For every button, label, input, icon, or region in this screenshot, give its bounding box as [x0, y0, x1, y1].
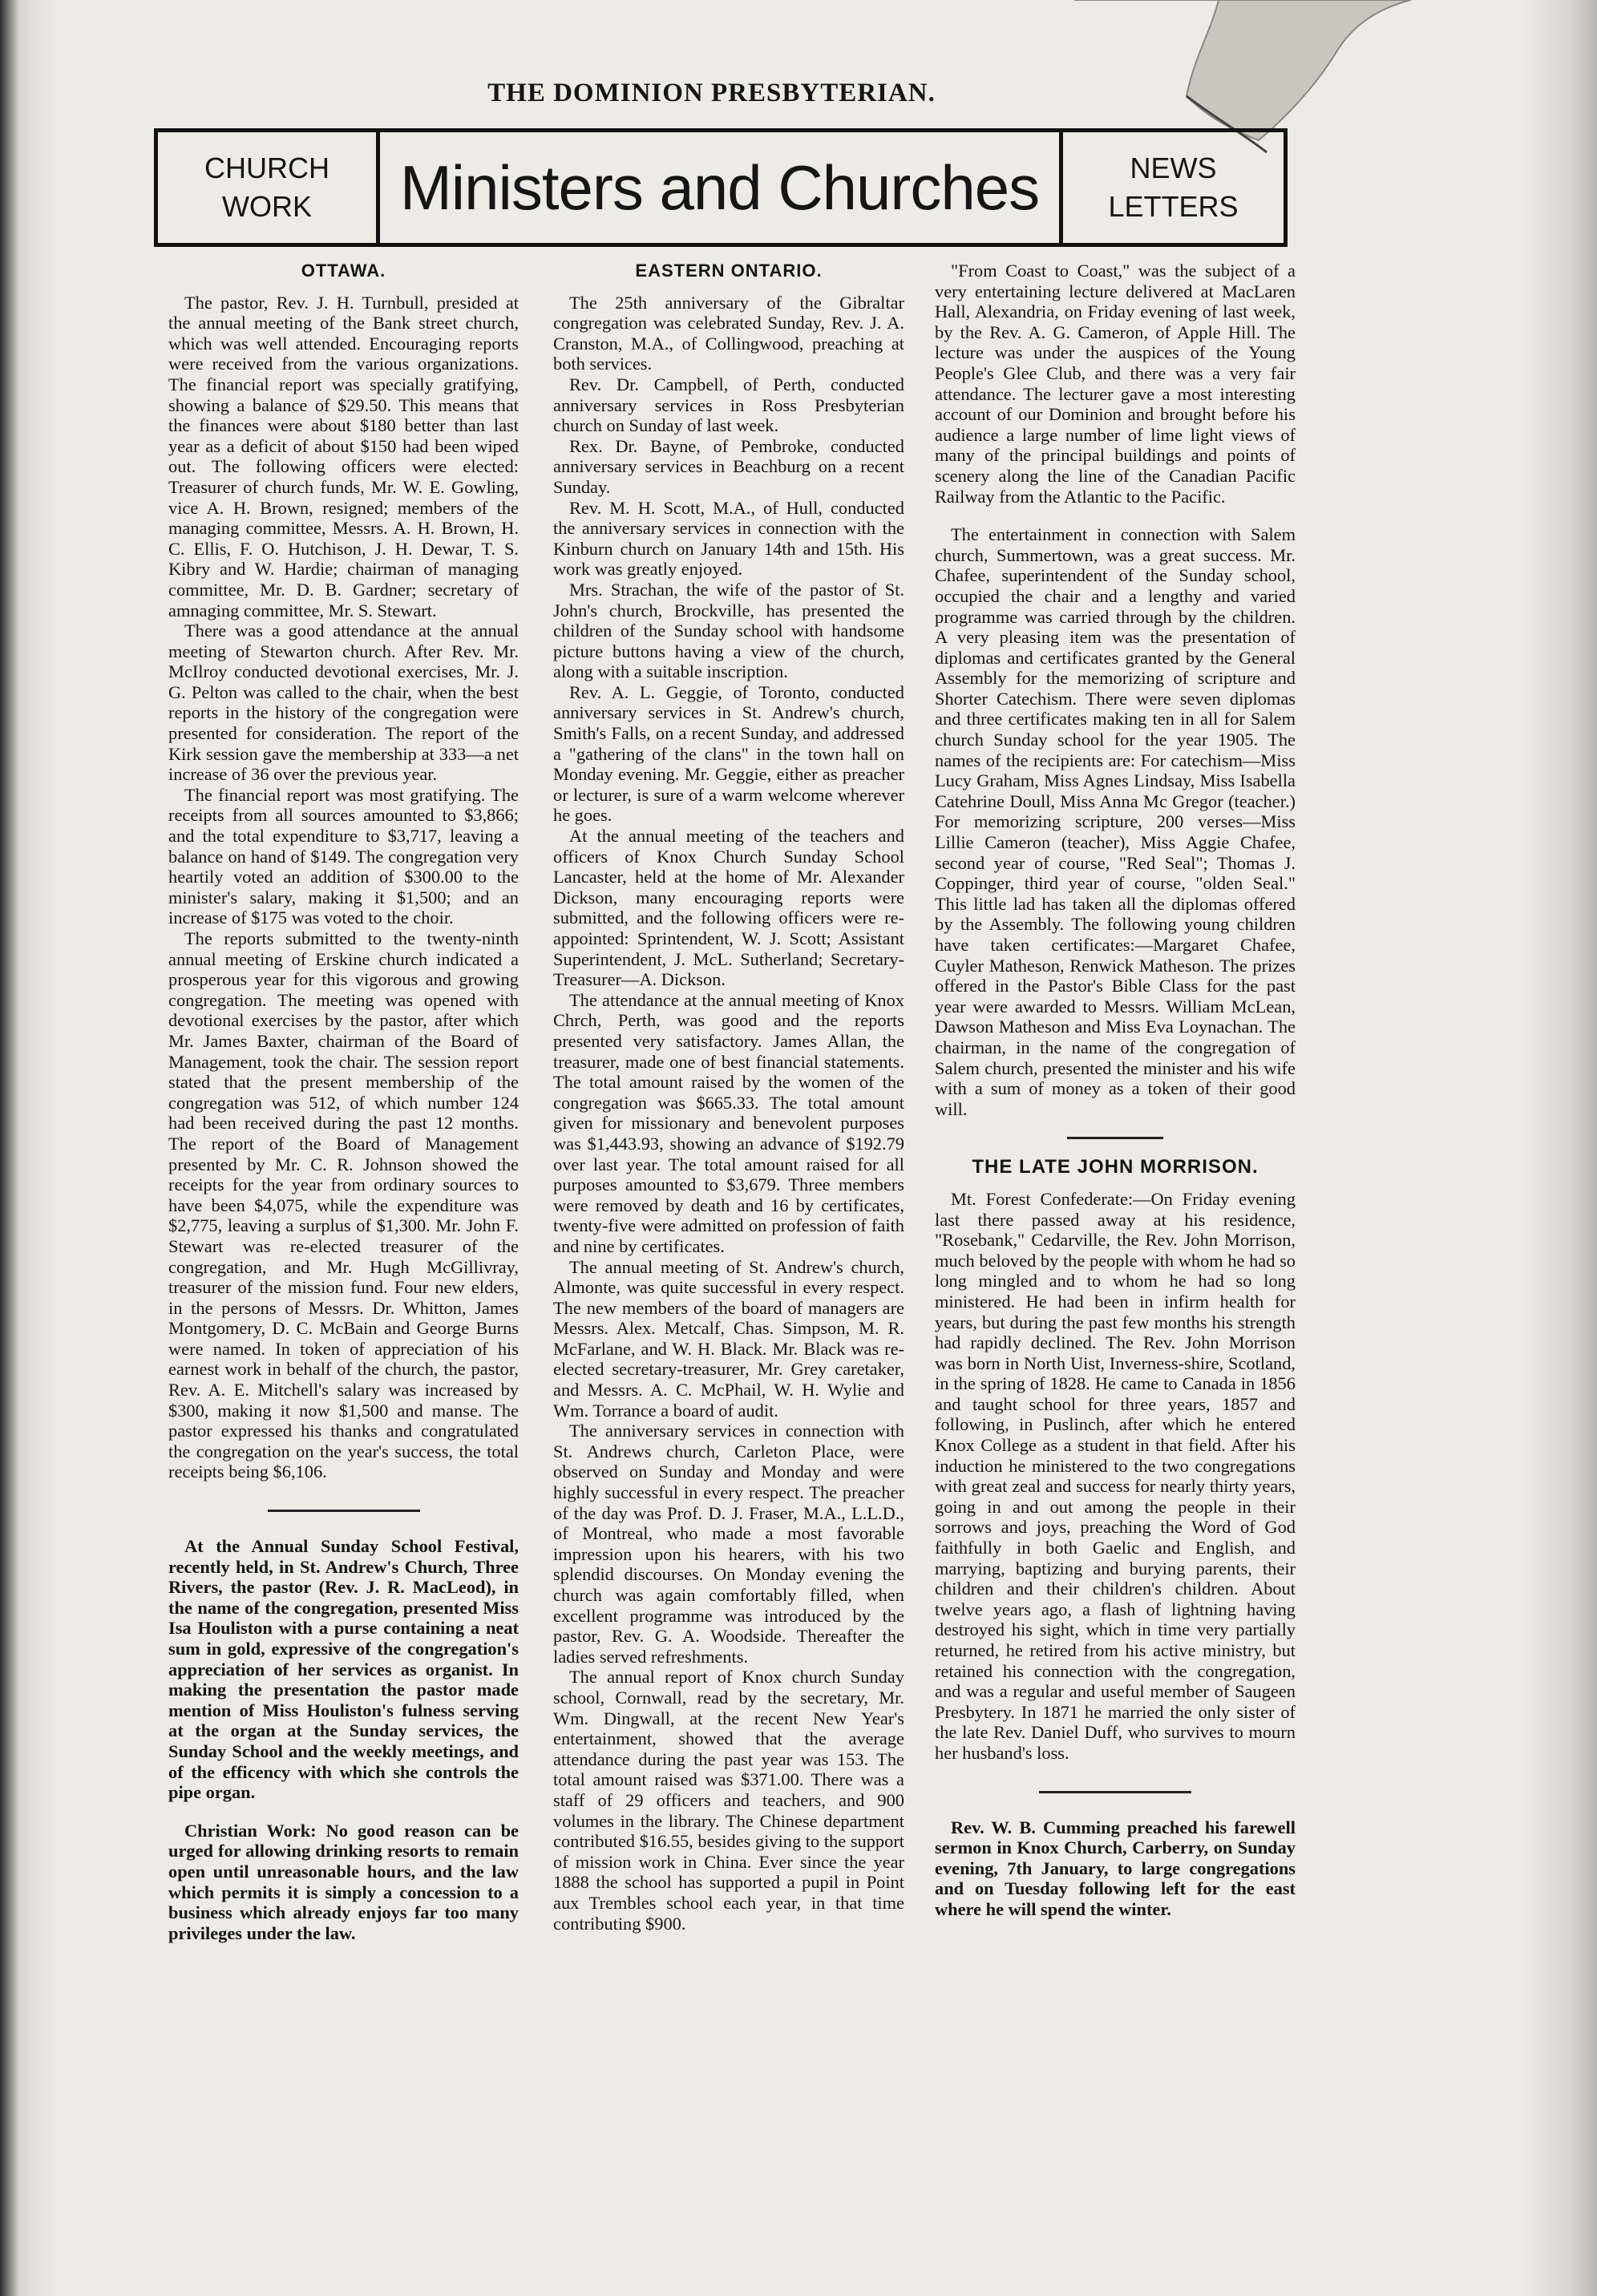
article-paragraph: Mt. Forest Confederate:—On Friday evening last there passed away at his residence, "Rosebank," Cedarville, the Rev. John Morrison, much beloved by the people with whom he had so long mingled and to whom he had so long ministered. He had been in infirm health for years, but during the past few months his strength had rapidly declined. The Rev. John Morrison was born in North Uist, Inverness-shire, Scotland, in the spring of 1828. He came to Canada in 1856 and taught school for three years, 1857 and following, in Puslinch, after which he entered Knox College as a student in that field. After his induction he ministered to the two congregations with great zeal and success for nearly thirty years, going in and out among the people in their sorrows and joys, preaching the Word of God faithfully in both Gaelic and English, and marrying, baptizing and burying parents, their children and their children's children. About twelve years ago, a flash of lightning having destroyed his sight, which in time very partially returned, he retired from his active ministry, but retained his connection with the congregation, and was a regular and useful member of Saugeen Presbytery. In 1871 he married the only sister of the late Rev. Daniel Duff, who survives to mourn her husband's loss. — [935, 1188, 1296, 1763]
banner-left-label: CHURCH WORK — [204, 152, 330, 223]
running-head: THE DOMINION PRESBYTERIAN. — [487, 79, 936, 107]
column-eastern-ontario — [553, 261, 904, 1934]
article-paragraph: Mrs. Strachan, the wife of the pastor of St. John's church, Brockville, has presented the children of the Sunday school with handsome picture buttons having a view of the church, along with a suitable inscription. — [553, 579, 904, 682]
article-paragraph: The reports submitted to the twenty-ninth annual meeting of Erskine church indicated a prosperous year for this vigorous and growing congregation. The meeting was opened with devotional exercises by the pastor, after which Mr. James Baxter, chairman of the Board of Management, took the chair. The session report stated that the present membership of the congregation was 512, of which number 124 had been received during the past 12 months. The report of the Board of Management presented by Mr. C. R. Johnson showed the receipts for the year from ordinary sources to have been $4,075, while the expenditure was $2,775, leaving a surplus of $1,300. Mr. John F. Stewart was re-elected treasurer of the congregation, and Mr. Hugh McGillivray, treasurer of the mission fund. Four new elders, in the persons of Messrs. Dr. Whitton, James Montgomery, D. C. McBain and George Burns were named. In token of appreciation of his earnest work in behalf of the church, the pastor, Rev. A. E. Mitchell's salary was increased by $300, making it now $1,500 and manse. The pastor expressed his thanks and congratulated the congregation on the year's success, the total receipts being $6,106. — [168, 928, 519, 1482]
column-heading: EASTERN ONTARIO. — [635, 261, 823, 281]
article-paragraph: The pastor, Rev. J. H. Turnbull, presided at the annual meeting of the Bank street church, which was well attended. Encouraging reports were received from the various organizations. The financial report was specially gratifying, showing a balance of $29.50. This means that the finances were about $180 better than last year as a deficit of about $150 had been wiped out. The following officers were elected: Treasurer of church funds, Mr. W. E. Gowling, vice A. H. Brown, resigned; members of the managing committee, Messrs. A. H. Brown, H. C. Ellis, F. O. Hutchison, J. H. Dewar, T. S. Kibry and W. Hardie; chairman of managing committee, Mr. D. B. Gardner; secretary of amnaging committee, Mr. S. Stewart. — [168, 292, 519, 620]
section-divider — [268, 1510, 420, 1512]
article-paragraph: The attendance at the annual meeting of Knox Chrch, Perth, was good and the reports presented very satisfactory. James Allan, the treasurer, made one of best financial statements. The total amount raised by the women of the congregation was $665.33. The total amount given for missionary and benevolent purposes was $1,443.93, showing an advance of $192.79 over last year. The total amount raised for all purposes amounted to $3,679. Three members were removed by death and 16 by certificates, twenty-five were admitted on profession of faith and nine by certificates. — [553, 989, 904, 1256]
article-paragraph: Rev. W. B. Cumming preached his farewell sermon in Knox Church, Carberry, on Sunday evening, 7th January, to large congregations and on Tuesday following left for the east where he will spend the winter. — [935, 1817, 1296, 1919]
article-paragraph: Christian Work: No good reason can be urged for allowing drinking resorts to remain open until unreasonable hours, and the law which permits it is simply a concession to a business which already enjoys far too many privileges under the law. — [168, 1820, 519, 1943]
article-paragraph: At the Annual Sunday School Festival, recently held, in St. Andrew's Church, Three Rivers, the pastor (Rev. J. R. MacLeod), in the name of the congregation, presented Miss Isa Houliston with a purse containing a neat sum in gold, expressive of the congregation's appreciation of her services as organist. In making the presentation the pastor made mention of Miss Houliston's fulness serving at the organ at the Sunday services, the Sunday School and the weekly meetings, and of the efficency with which she controls the pipe organ. — [168, 1536, 519, 1803]
article-paragraph: The 25th anniversary of the Gibraltar congregation was celebrated Sunday, Rev. J. A. Cranston, M.A., of Collingwood, preaching at both services. — [553, 292, 904, 374]
column-ottawa — [168, 261, 519, 1943]
column-news-letters — [935, 261, 1296, 1920]
banner-left-box — [158, 132, 380, 243]
article-paragraph: The annual meeting of St. Andrew's church, Almonte, was quite successful in every respect. The new members of the board of managers are Messrs. Alex. Metcalf, Chas. Simpson, M. R. McFarlane, and W. H. Black. Mr. Black was re-elected secretary-treasurer, Mr. Grey caretaker, and Messrs. A. C. McPhail, W. H. Wylie and Wm. Torrance a board of audit. — [553, 1256, 904, 1421]
article-paragraph: Rev. M. H. Scott, M.A., of Hull, conducted the anniversary services in connection with the Kinburn church on January 14th and 15th. His work was greatly enjoyed. — [553, 497, 904, 580]
column-heading: OTTAWA. — [301, 261, 386, 281]
article-paragraph: "From Coast to Coast," was the subject of a very entertaining lecture delivered at MacLaren Hall, Alexandria, on Friday evening of last week, by the Rev. A. G. Cameron, of Apple Hill. The lecture was under the auspices of the Young People's Glee Club, and there was a very fair attendance. The lecturer gave a most interesting account of our Dominion and brought before his audience a large number of lime light views of many of the principal buildings and points of scenery along the line of the Canadian Pacific Railway from the Atlantic to the Pacific. — [935, 261, 1296, 507]
article-paragraph: Rev. Dr. Campbell, of Perth, conducted anniversary services in Ross Presbyterian church on Sunday of last week. — [553, 374, 904, 436]
article-paragraph: The annual report of Knox church Sunday school, Cornwall, read by the secretary, Mr. Wm. Dingwall, at the recent New Year's entertainment, showed that the average attendance during the past year was 153. The total amount raised was $371.00. There was a staff of 29 officers and teachers, and 900 volumes in the library. The Chinese department contributed $16.55, besides giving to the support of mission work in China. Ever since the year 1888 the school has supported a pupil in Point aux Trembles school each year, in that time contributing $900. — [553, 1667, 904, 1934]
section-divider — [1067, 1137, 1163, 1139]
obituary-heading: THE LATE JOHN MORRISON. — [972, 1156, 1259, 1178]
article-paragraph: At the annual meeting of the teachers and officers of Knox Church Sunday School Lancaster, held at the home of Mr. Alexander Dickson, many encouraging reports were submitted, and the following officers were re-appointed: Sprintendent, W. J. Scott; Assistant Superintendent, J. McL. Sutherland; Secretary-Treasurer—A. Dickson. — [553, 826, 904, 990]
article-paragraph: Rev. A. L. Geggie, of Toronto, conducted anniversary services in St. Andrew's church, Smith's Falls, on a recent Sunday, and addressed a "gathering of the clans" in the town hall on Monday evening. Mr. Geggie, either as preacher or lecturer, is sure of a warm welcome wherever he goes. — [553, 681, 904, 826]
banner-right-label: NEWS LETTERS — [1108, 152, 1239, 223]
article-paragraph: The anniversary services in connection with St. Andrews church, Carleton Place, were observed on Sunday and Monday and were highly successful in every respect. The preacher of the day was Prof. D. J. Fraser, M.A., L.L.D., of Montreal, who made a most favorable impression upon his hearers, with his two splendid discourses. On Monday evening the church was again comfortably filled, when excellent programme was introduced by the pastor, Rev. G. A. Woodside. Thereafter the ladies served refreshments. — [553, 1421, 904, 1667]
section-divider — [1039, 1791, 1191, 1793]
article-paragraph: There was a good attendance at the annual meeting of Stewarton church. After Rev. Mr. McIlroy conducted devotional exercises, Mr. J. G. Pelton was called to the chair, when the best reports in the history of the congregation were presented for consideration. The report of the Kirk session gave the membership at 333—a net increase of 36 over the previous year. — [168, 620, 519, 785]
article-paragraph: Rex. Dr. Bayne, of Pembroke, conducted anniversary services in Beachburg on a recent Sunday. — [553, 435, 904, 497]
banner-title-box — [380, 132, 1059, 243]
section-banner — [154, 128, 1288, 247]
banner-right-box — [1059, 132, 1284, 243]
article-paragraph: The financial report was most gratifying. The receipts from all sources amounted to $3,866; and the total expenditure to $3,717, leaving a balance on hand of $149. The congregation very heartily voted an addition of $300.00 to the minister's salary, making it $1,500; and an increase of $175 was voted to the choir. — [168, 784, 519, 928]
article-paragraph: The entertainment in connection with Salem church, Summertown, was a great success. Mr. Chafee, superintendent of the Sunday school, occupied the chair and a lengthy and varied programme was carried through by the children. A very pleasing item was the presentation of diplomas and certificates granted by the General Assembly for the memorizing of scripture and Shorter Catechism. There were seven diplomas and three certificates making ten in all for Salem church Sunday school for the year 1905. The names of the recipients are: For catechism—Miss Lucy Graham, Miss Agnes Lindsay, Miss Isabella Catehrine Doull, Miss Anna Mc Gregor (teacher.) For memorizing scripture, 200 verses—Miss Lillie Cameron (teacher), Miss Aggie Chafee, second year of course, "Red Seal"; Thomas J. Coppinger, third year of course, "olden Seal." This little lad has taken all the diplomas offered by the Assembly. The following young children have taken certificates:—Margaret Chafee, Cuyler Matheson, Renwick Matheson. The prizes offered in the Pastor's Bible Class for the past year were awarded to Messrs. William McLean, Dawson Matheson and Miss Eva Loynachan. The chairman, in the name of the congregation of Salem church, presented the minister and his wife with a sum of money as a token of their good will. — [935, 524, 1296, 1119]
banner-title: Ministers and Churches — [399, 152, 1040, 223]
